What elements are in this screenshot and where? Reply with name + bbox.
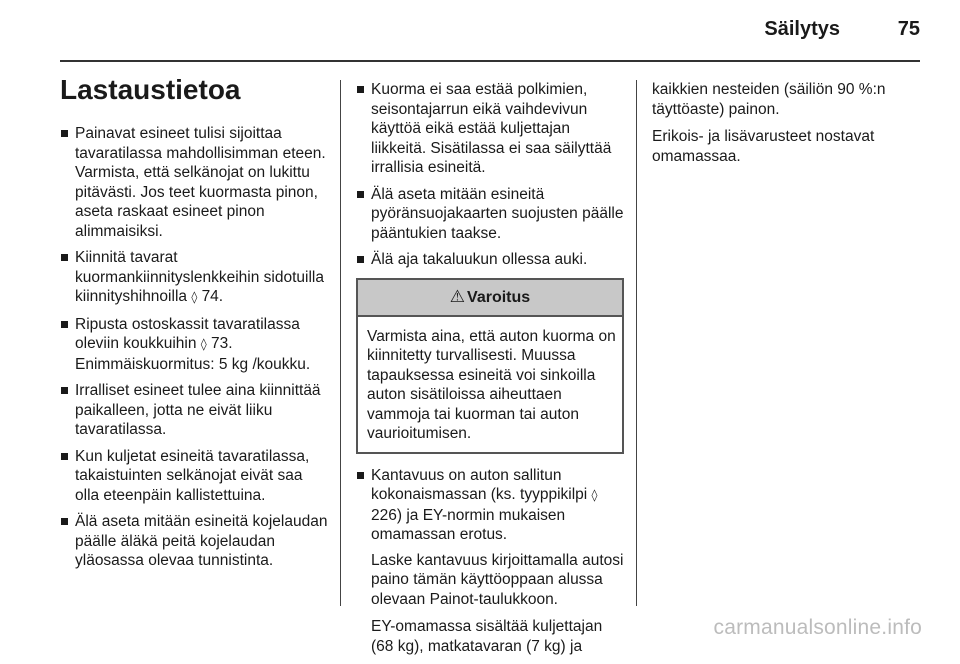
list-item: Painavat esineet tulisi sijoittaa tavaratilassa mahdollisimman eteen. Varmista, että selkänojat on lukittu pitävästi. Jos teet kuormasta pinon, aseta raskaat esineet pinon alimmaisiksi. [60,124,328,241]
page-header [0,0,960,50]
warning-text: Varmista aina, että auton kuorma on kiinnitetty turvallisesti. Muussa tapauksessa esineitä voi sinkoilla auton sisätiloissa aiheuttaen vammoja tai kuorman tai auton vaurioitumisen. [367,327,616,442]
watermark: carmanualsonline.info [713,616,922,639]
paragraph: EY-omamassa sisältää kuljettajan (68 kg), matkatavaran (7 kg) ja [371,618,603,655]
header-divider [60,60,920,62]
capacity-list [356,466,624,657]
loading-tips-list-2 [356,80,624,270]
column-1 [60,70,328,578]
list-item: Ripusta ostoskassit tavaratilassa oleviin koukkuihin ◊ 73. Enimmäiskuormitus: 5 kg /koukku. [60,315,328,375]
page-ref-icon: ◊ [191,290,198,304]
page-ref-link[interactable]: 74. [201,288,224,305]
column-divider-1 [340,80,341,606]
list-item: Kiinnitä tavarat kuormankiinnityslenkkeihin sidotuilla kiinnityshihnoilla ◊ 74. [60,248,328,308]
list-item: Kun kuljetat esineitä tavaratilassa, takaistuinten selkänojat eivät saa olla eteenpäin kallistettuina. [60,447,328,506]
paragraph: Erikois- ja lisävarusteet nostavat omamassaa. [652,128,875,165]
list-item: Irralliset esineet tulee aina kiinnittää paikalleen, jotta ne eivät liiku tavaratilassa. [60,381,328,440]
page-ref-icon: ◊ [591,488,598,502]
list-item: Kantavuus on auton sallitun kokonaismassan (ks. tyyppikilpi ◊ 226) ja EY-normin mukaisen omamassan erotus. Laske kantavuus kirjoittamalla autosi paino tämän käyttöoppaan alussa olevaan Painot-taulukkoon. EY-omamassa sisältää kuljettajan (68 kg), matkatavaran (7 kg) ja [356,466,624,657]
paragraph: kaikkien nesteiden (säiliön 90 %:n täyttöaste) painon. [652,81,886,118]
column-2 [356,80,624,664]
list-item: Kuorma ei saa estää polkimien, seisontajarrun eikä vaihdevivun käyttöä eikä estää kuljettajan liikkeitä. Sisätilassa ei saa säilyttää irrallisia esineitä. [356,80,624,178]
list-item: Älä aja takaluukun ollessa auki. [356,250,624,270]
section-title: Säilytys [764,18,840,40]
section-heading: Lastaustietoa [60,74,241,105]
page-ref-link[interactable]: 73. [211,335,233,352]
column-divider-2 [636,80,637,606]
warning-box [356,278,624,454]
paragraph: Laske kantavuus kirjoittamalla autosi paino tämän käyttöoppaan alussa olevaan Painot-taulukkoon. [371,551,624,608]
page-ref-icon: ◊ [200,337,207,351]
page-number: 75 [897,18,920,40]
page-ref-link[interactable]: 226) [371,506,403,524]
loading-tips-list [60,124,328,571]
warning-triangle-icon: ⚠ [449,286,466,307]
list-item: Älä aseta mitään esineitä pyöränsuojakaarten suojusten päälle pääntukien taakse. [356,185,624,244]
warning-header [358,280,622,317]
column-3 [652,80,920,174]
list-item: Älä aseta mitään esineitä kojelaudan päälle äläkä peitä kojelaudan yläosassa olevaa tunnistinta. [60,512,328,571]
warning-title: Varoitus [467,288,531,306]
